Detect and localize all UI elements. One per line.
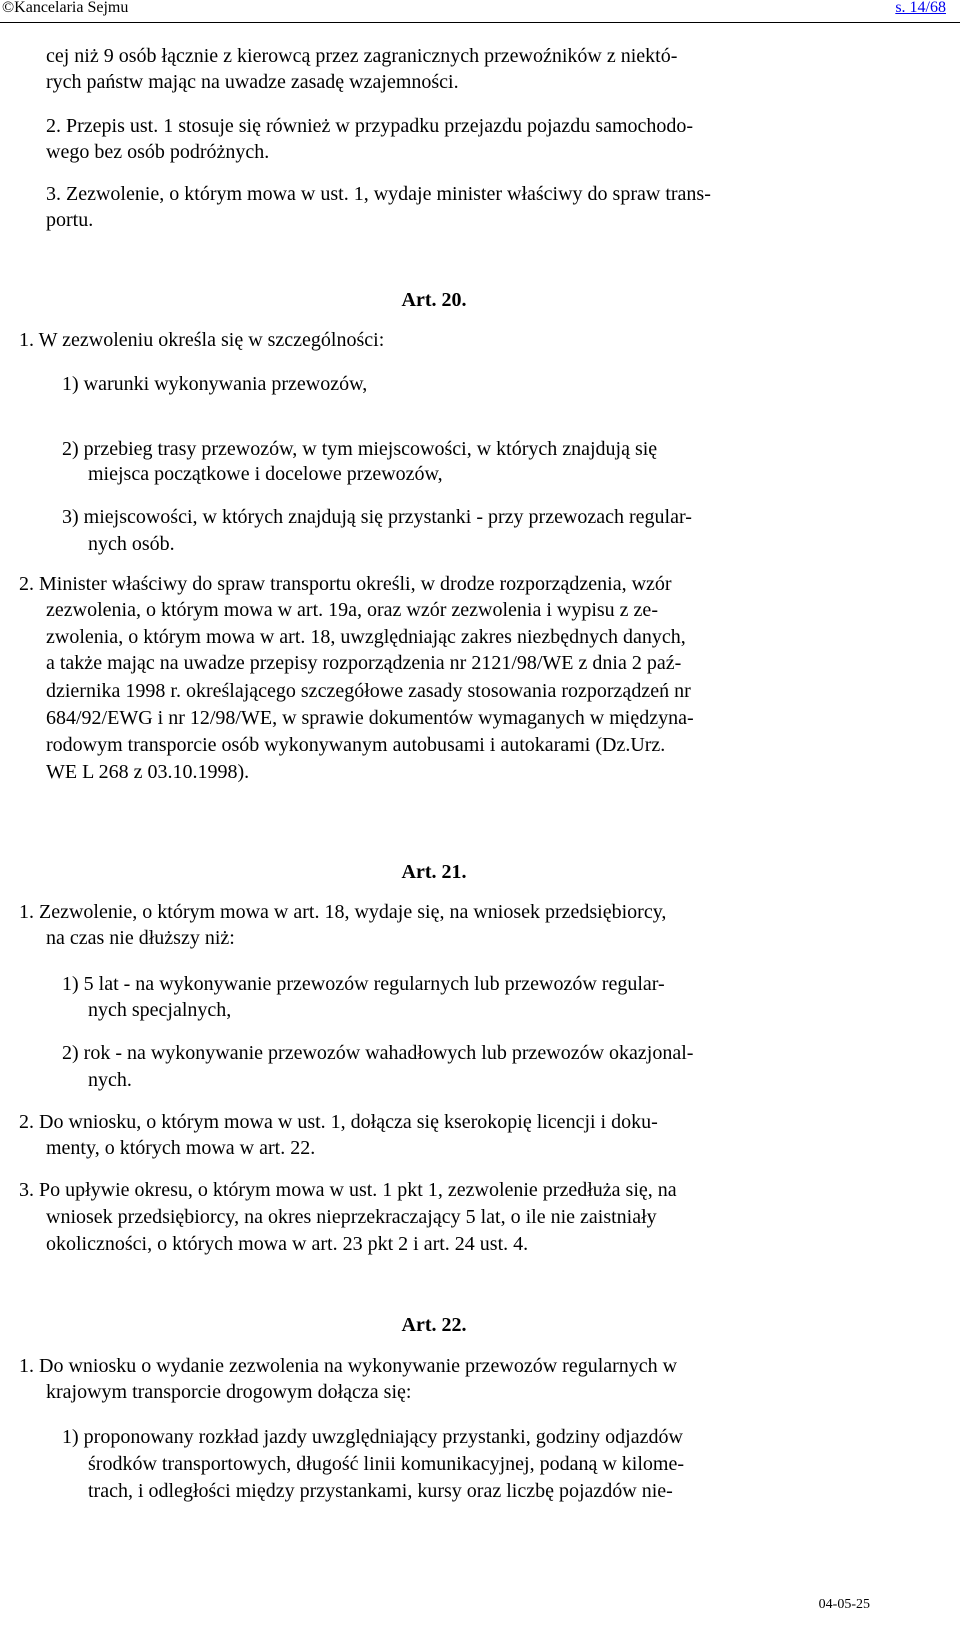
text-line: 1. Do wniosku o wydanie zezwolenia na wykonywanie przewozów regularnych w: [19, 1355, 678, 1377]
text-line: 2. Do wniosku, o którym mowa w ust. 1, dołącza się kserokopię licencji i doku-: [19, 1111, 658, 1133]
article-heading: Art. 22.: [401, 1314, 467, 1336]
text-line: środków transportowych, długość linii komunikacyjnej, podaną w kilome-: [88, 1453, 685, 1475]
text-line: 3. Po upływie okresu, o którym mowa w ust. 1 pkt 1, zezwolenie przedłuża się, na: [19, 1179, 677, 1201]
text-line: 1. Zezwolenie, o którym mowa w art. 18, wydaje się, na wniosek przedsiębiorcy,: [19, 901, 667, 923]
text-line: 2. Przepis ust. 1 stosuje się również w przypadku przejazdu pojazdu samochodo-: [46, 115, 694, 137]
text-line: 2) rok - na wykonywanie przewozów wahadłowych lub przewozów okazjonal-: [62, 1042, 694, 1064]
text-line: a także mając na uwadze przepisy rozporządzenia nr 2121/98/WE z dnia 2 paź-: [46, 652, 682, 674]
text-line: krajowym transporcie drogowym dołącza się:: [46, 1381, 412, 1403]
article-heading: Art. 20.: [401, 289, 467, 311]
text-line: menty, o których mowa w art. 22.: [46, 1137, 316, 1159]
text-line: wego bez osób podróżnych.: [46, 141, 270, 163]
text-line: portu.: [46, 209, 94, 231]
page-number-link[interactable]: s. 14/68: [895, 0, 946, 16]
text-line: na czas nie dłuższy niż:: [46, 927, 235, 949]
text-line: wniosek przedsiębiorcy, na okres nieprzekraczający 5 lat, o ile nie zaistniały: [46, 1206, 657, 1228]
text-line: 3. Zezwolenie, o którym mowa w ust. 1, wydaje minister właściwy do spraw trans-: [46, 183, 711, 205]
text-line: okoliczności, o których mowa w art. 23 pkt 2 i art. 24 ust. 4.: [46, 1233, 529, 1255]
text-line: WE L 268 z 03.10.1998).: [46, 761, 250, 783]
page-number[interactable]: [895, 0, 946, 16]
text-line: miejsca początkowe i docelowe przewozów,: [88, 463, 443, 485]
document-date: 04-05-25: [818, 1597, 870, 1612]
text-line: cej niż 9 osób łącznie z kierowcą przez zagranicznych przewoźników z niektó-: [46, 45, 678, 67]
page-header: [0, 0, 960, 23]
article-heading: Art. 21.: [401, 861, 467, 883]
copyright-label: ©Kancelaria Sejmu: [2, 0, 129, 16]
text-line: 1) warunki wykonywania przewozów,: [62, 373, 368, 395]
text-line: 1. W zezwoleniu określa się w szczególności:: [19, 329, 385, 351]
text-line: nych osób.: [88, 533, 175, 555]
text-line: dziernika 1998 r. określającego szczegółowe zasady stosowania rozporządzeń nr: [46, 680, 691, 702]
text-line: 1) 5 lat - na wykonywanie przewozów regularnych lub przewozów regular-: [62, 973, 665, 995]
text-line: rych państw mając na uwadze zasadę wzajemności.: [46, 71, 459, 93]
text-line: trach, i odległości między przystankami, kursy oraz liczbę pojazdów nie-: [88, 1480, 673, 1502]
text-line: 3) miejscowości, w których znajdują się przystanki - przy przewozach regular-: [62, 506, 692, 528]
text-line: 1) proponowany rozkład jazdy uwzględniający przystanki, godziny odjazdów: [62, 1426, 683, 1448]
text-line: 684/92/EWG i nr 12/98/WE, w sprawie dokumentów wymaganych w międzyna-: [46, 707, 694, 729]
text-line: rodowym transporcie osób wykonywanym autobusami i autokarami (Dz.Urz.: [46, 734, 666, 756]
text-line: 2. Minister właściwy do spraw transportu określi, w drodze rozporządzenia, wzór: [19, 573, 672, 595]
text-line: 2) przebieg trasy przewozów, w tym miejscowości, w których znajdują się: [62, 438, 658, 460]
text-line: nych.: [88, 1069, 132, 1091]
text-line: zezwolenia, o którym mowa w art. 19a, oraz wzór zezwolenia i wypisu z ze-: [46, 599, 658, 621]
text-line: zwolenia, o którym mowa w art. 18, uwzględniając zakres niezbędnych danych,: [46, 626, 686, 648]
text-line: nych specjalnych,: [88, 999, 232, 1021]
